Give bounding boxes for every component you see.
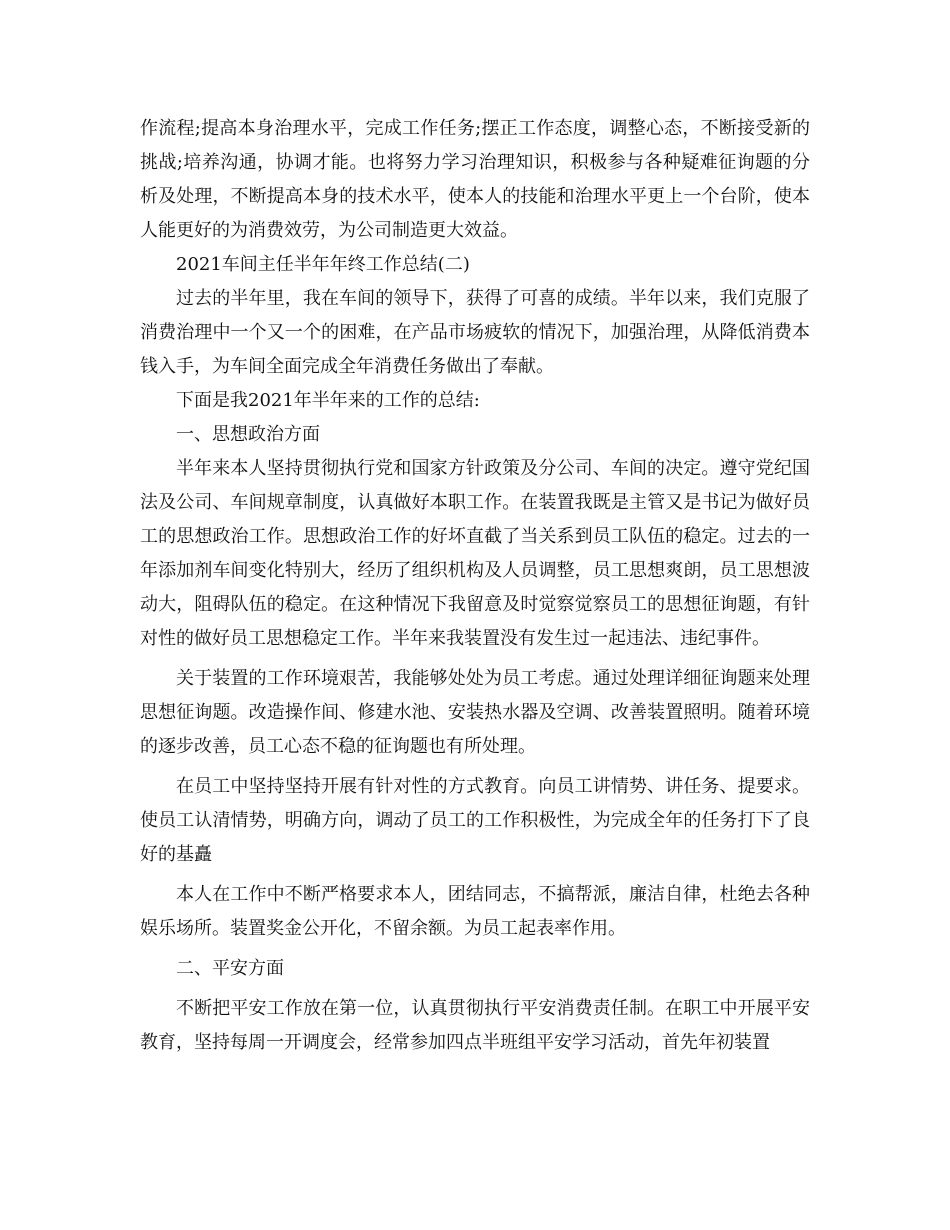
paragraph-summary-lead: 下面是我2021年半年来的工作的总结: <box>176 390 480 411</box>
section-heading-political: 一、思想政治方面 <box>176 424 320 445</box>
paragraph-safety-1: 不断把平安工作放在第一位，认真贯彻执行平安消费责任制。在职工中开展平安教育，坚持每周一开调度会，经常参加四点半班组平安学习活动，首先年初装置 <box>140 998 810 1053</box>
paragraph-intro: 过去的半年里，我在车间的领导下，获得了可喜的成绩。半年以来，我们克服了消费治理中一个又一个的困难，在产品市场疲软的情况下，加强治理，从降低消费本钱入手，为车间全面完成全年消费任务做出了奉献。 <box>140 288 810 377</box>
paragraph-1: 作流程;提高本身治理水平，完成工作任务;摆正工作态度，调整心态，不断接受新的挑战;培养沟通，协调才能。也将努力学习治理知识，积极参与各种疑难征询题的分析及处理，不断提高本身的技术水平，使本人的技能和治理水平更上一个台阶，使本人能更好的为消费效劳，为公司制造更大效益。 <box>140 118 810 241</box>
paragraph-political-1: 半年来本人坚持贯彻执行党和国家方针政策及分公司、车间的决定。遵守党纪国法及公司、车间规章制度，认真做好本职工作。在装置我既是主管又是书记为做好员工的思想政治工作。思想政治工作的好坏直截了当关系到员工队伍的稳定。过去的一年添加剂车间变化特别大，经历了组织机构及人员调整，员工思想爽朗，员工思想波动大，阻碍队伍的稳定。在这种情况下我留意及时觉察觉察员工的思想征询题，有针对性的做好员工思想稳定工作。半年来我装置没有发生过一起违法、违纪事件。 <box>140 458 810 649</box>
section-heading-summary-2: 2021车间主任半年年终工作总结(二) <box>176 254 470 275</box>
paragraph-political-2: 关于装置的工作环境艰苦，我能够处处为员工考虑。通过处理详细征询题来处理思想征询题。改造操作间、修建水池、安装热水器及空调、改善装置照明。随着环境的逐步改善，员工心态不稳的征询题也有所处理。 <box>140 668 810 757</box>
paragraph-political-3: 在员工中坚持坚持开展有针对性的方式教育。向员工讲情势、讲任务、提要求。使员工认清情势，明确方向，调动了员工的工作积极性，为完成全年的任务打下了良好的基矗 <box>140 776 810 865</box>
paragraph-political-4: 本人在工作中不断严格要求本人，团结同志，不搞帮派，廉洁自律，杜绝去各种娱乐场所。装置奖金公开化，不留余额。为员工起表率作用。 <box>140 884 810 939</box>
section-heading-safety: 二、平安方面 <box>176 958 284 979</box>
